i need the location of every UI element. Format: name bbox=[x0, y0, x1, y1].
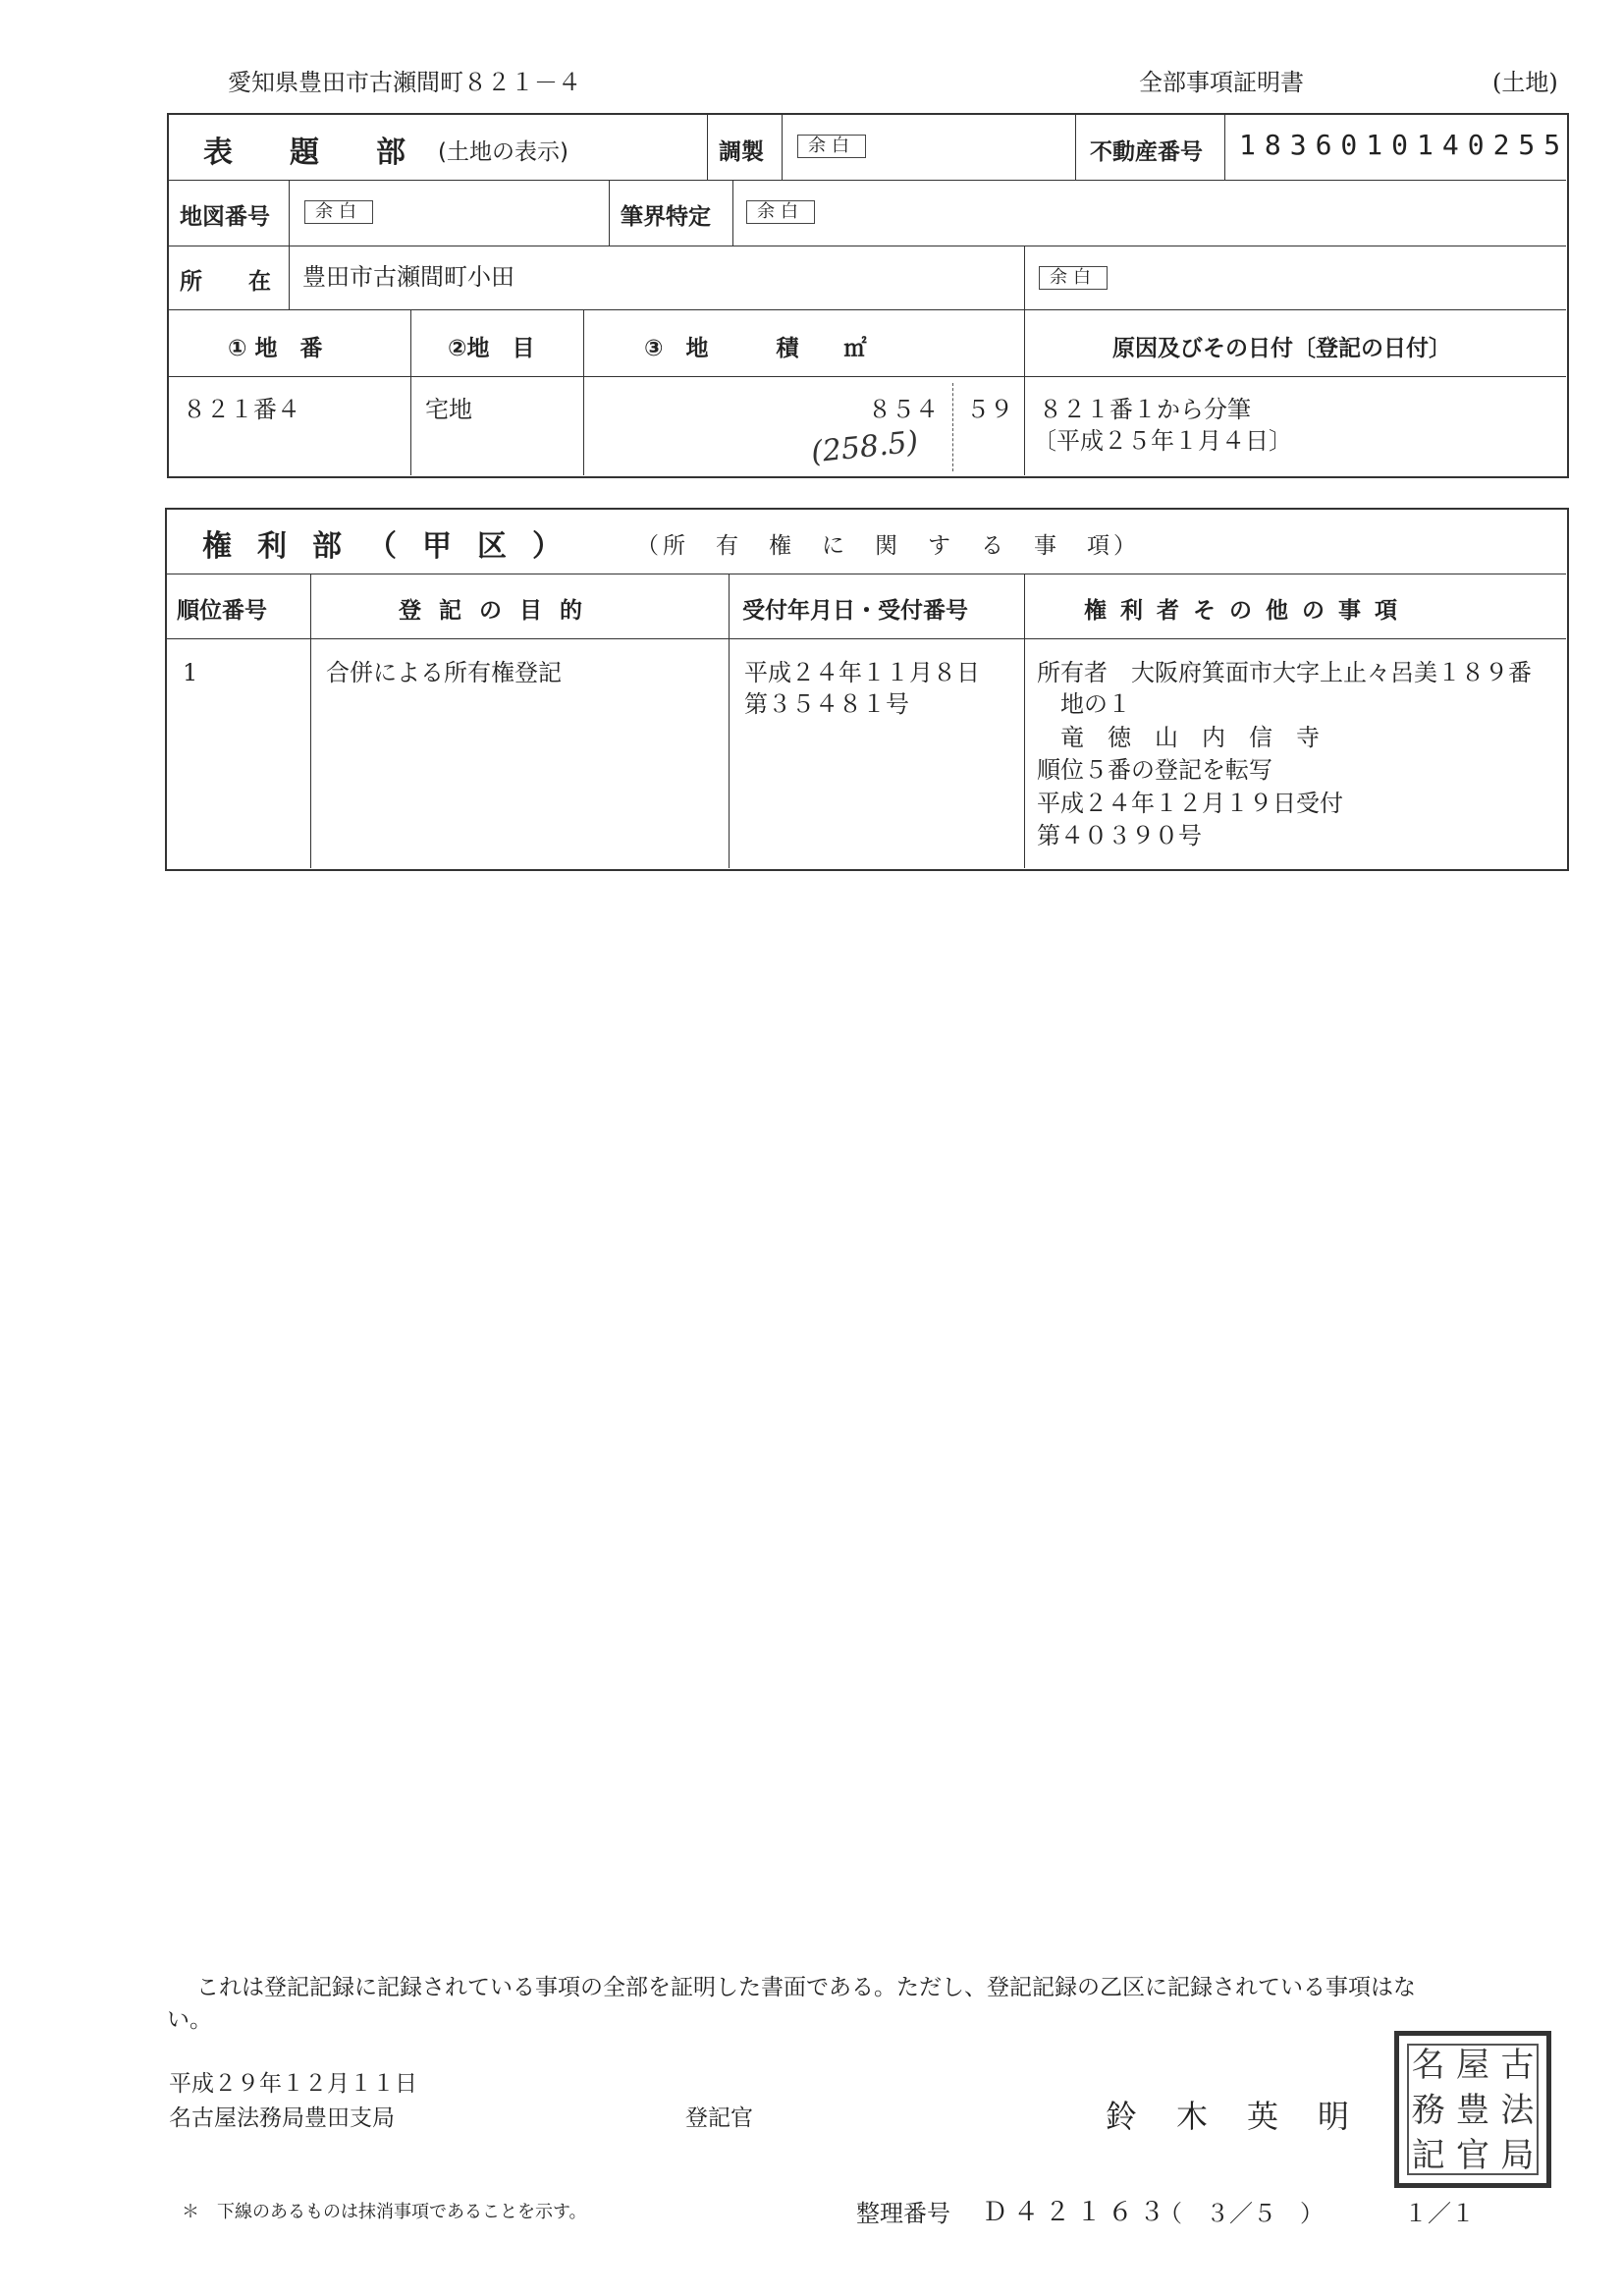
footnote: ＊ 下線のあるものは抹消事項であることを示す。 bbox=[182, 2202, 587, 2222]
location-value: 豊田市古瀬間町小田 bbox=[302, 263, 514, 291]
receipt-date: 平成２４年１１月８日 bbox=[744, 659, 980, 686]
boundary-label: 筆界特定 bbox=[621, 204, 711, 230]
col-holder-details: 権利者その他の事項 bbox=[1084, 598, 1411, 624]
property-number-label: 不動産番号 bbox=[1090, 139, 1203, 165]
registrar-label: 登記官 bbox=[685, 2105, 753, 2131]
map-number-label: 地図番号 bbox=[180, 204, 270, 230]
registrar-name: 鈴 木 英 明 bbox=[1106, 2098, 1354, 2135]
rights-section-subtitle: （所 有 権 に 関 す る 事 項） bbox=[636, 533, 1140, 559]
location-blank-stamp: 余白 bbox=[1039, 266, 1108, 290]
page-number: １／１ bbox=[1404, 2200, 1475, 2227]
col-lot-number: ① 地 番 bbox=[228, 336, 323, 361]
certification-statement: これは登記記録に記録されている事項の全部を証明した書面である。ただし、登記記録の乙区に記録されている事項はな bbox=[196, 1975, 1416, 2000]
reference-label: 整理番号 bbox=[856, 2200, 950, 2227]
land-category-value: 宅地 bbox=[425, 396, 472, 423]
reference-page: （ ３／５ ） bbox=[1159, 2200, 1324, 2227]
property-number: 1836010140255 bbox=[1239, 129, 1570, 161]
issuing-office: 名古屋法務局豊田支局 bbox=[169, 2105, 395, 2131]
col-order-number: 順位番号 bbox=[177, 598, 267, 624]
col-land-area: ③ 地 積 ㎡ bbox=[644, 336, 867, 361]
document-type: 全部事項証明書 bbox=[1139, 69, 1304, 96]
rights-section-heading: 権利部（甲区） bbox=[202, 529, 587, 564]
title-section-heading: 表 題 部 bbox=[203, 136, 419, 170]
holder-line: 所有者 大阪府箕面市大字上止々呂美１８９番 bbox=[1037, 659, 1532, 686]
map-number-blank-stamp: 余白 bbox=[304, 200, 373, 224]
holder-line: 順位５番の登記を転写 bbox=[1037, 756, 1272, 784]
certification-statement-cont: い。 bbox=[167, 2007, 212, 2033]
registration-purpose-value: 合併による所有権登記 bbox=[326, 659, 562, 686]
holder-line: 地の１ bbox=[1037, 690, 1131, 718]
lot-number-value: ８２１番４ bbox=[183, 396, 300, 423]
col-receipt: 受付年月日・受付番号 bbox=[742, 598, 968, 624]
col-registration-purpose: 登記の目的 bbox=[399, 598, 600, 624]
holder-line: 第４０３９０号 bbox=[1037, 822, 1202, 849]
property-address: 愛知県豊田市古瀬間町８２１－４ bbox=[228, 69, 581, 96]
location-label: 所 在 bbox=[180, 269, 283, 295]
land-area-decimal: ５９ bbox=[966, 396, 1013, 423]
holder-line: 平成２４年１２月１９日受付 bbox=[1037, 790, 1343, 817]
receipt-number: 第３５４８１号 bbox=[744, 690, 909, 718]
reference-number: Ｄ４２１６３ bbox=[982, 2198, 1171, 2227]
holder-line: 竜 徳 山 内 信 寺 bbox=[1037, 724, 1320, 751]
cause-line-1: ８２１番１から分筆 bbox=[1039, 396, 1251, 423]
chosei-blank-stamp: 余白 bbox=[797, 135, 866, 158]
cause-line-2: 〔平成２５年１月４日〕 bbox=[1033, 427, 1292, 455]
official-seal: 名 屋 古 務 豊 法 記 官 局 bbox=[1394, 2031, 1551, 2188]
chosei-label: 調製 bbox=[719, 139, 764, 165]
land-area-integer: ８５４ bbox=[868, 396, 939, 423]
handwritten-area-note: (258.5) bbox=[809, 424, 920, 470]
order-number-value: 1 bbox=[183, 659, 198, 686]
document-kind: (土地) bbox=[1492, 69, 1558, 96]
issue-date: 平成２９年１２月１１日 bbox=[169, 2071, 417, 2097]
col-cause-date: 原因及びその日付〔登記の日付〕 bbox=[1112, 336, 1451, 361]
boundary-blank-stamp: 余白 bbox=[746, 200, 815, 224]
col-land-category: ②地 目 bbox=[448, 336, 535, 361]
title-section-subtitle: (土地の表示) bbox=[438, 139, 568, 165]
